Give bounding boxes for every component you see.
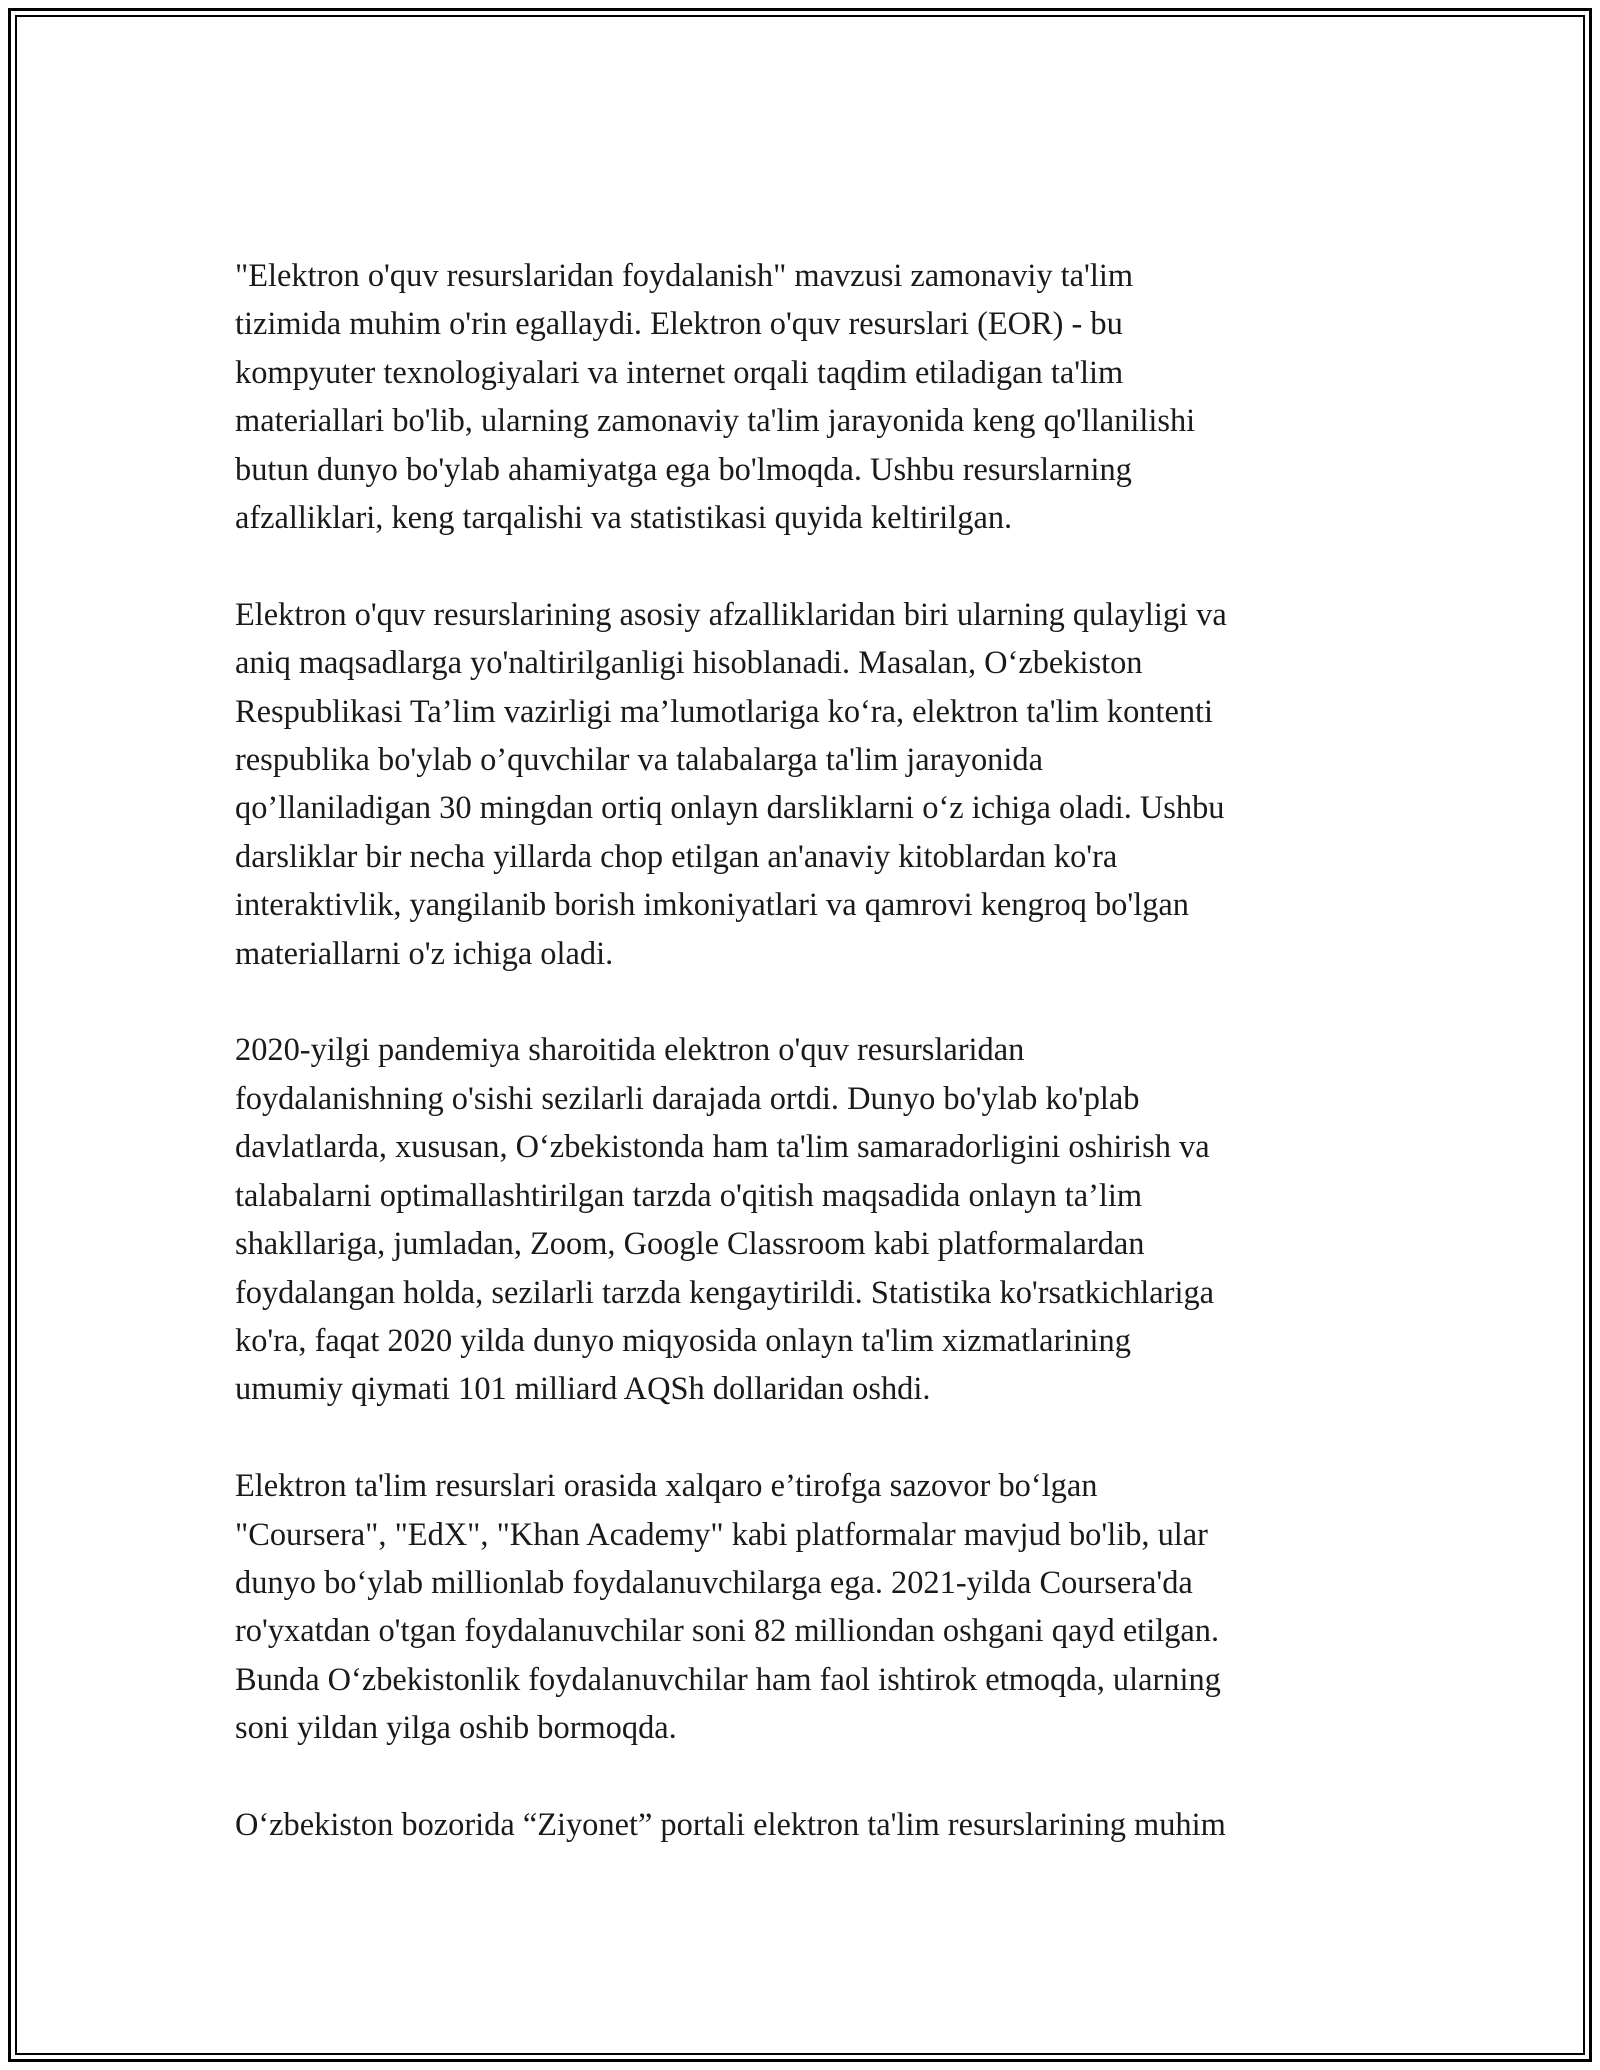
text-line: darsliklar bir necha yillarda chop etilgan an'anaviy kitoblardan ko'ra <box>235 838 1118 875</box>
text-line: Elektron o'quv resurslarining asosiy afzalliklaridan biri ularning qulayligi va <box>235 596 1227 633</box>
text-line: soni yildan yilga oshib bormoqda. <box>235 1710 677 1747</box>
text-line: shakllariga, jumladan, Zoom, Google Classroom kabi platformalardan <box>235 1226 1145 1263</box>
text-line: Respublikasi Ta’lim vazirligi ma’lumotlariga ko‘ra, elektron ta'lim kontenti <box>235 693 1214 730</box>
paragraph <box>235 1026 1375 1413</box>
document-body <box>235 252 1375 1898</box>
text-line: interaktivlik, yangilanib borish imkoniyatlari va qamrovi kengroq bo'lgan <box>235 887 1189 924</box>
text-line: afzalliklari, keng tarqalishi va statistikasi quyida keltirilgan. <box>235 500 1013 537</box>
text-line: "Elektron o'quv resurslaridan foydalanish" mavzusi zamonaviy ta'lim <box>235 258 1134 294</box>
paragraph <box>235 252 1375 542</box>
text-line: umumiy qiymati 101 milliard AQSh dollaridan oshdi. <box>235 1371 931 1408</box>
text-line: 2020-yilgi pandemiya sharoitida elektron o'quv resurslaridan <box>235 1032 1025 1069</box>
text-line: materiallarni o'z ichiga oladi. <box>235 935 614 972</box>
text-line: foydalangan holda, sezilarli tarzda kengaytirildi. Statistika ko'rsatkichlariga <box>235 1274 1215 1311</box>
text-line: ro'yxatdan o'tgan foydalanuvchilar soni 82 milliondan oshgani qayd etilgan. <box>235 1613 1220 1650</box>
text-line: foydalanishning o'sishi sezilarli darajada ortdi. Dunyo bo'ylab ko'plab <box>235 1080 1140 1117</box>
text-line: O‘zbekiston bozorida “Ziyonet” portali elektron ta'lim resurslarining muhim <box>235 1806 1226 1843</box>
paragraph <box>235 1801 1375 1849</box>
text-line: davlatlarda, xususan, O‘zbekistonda ham ta'lim samaradorligini oshirish va <box>235 1129 1210 1166</box>
paragraph <box>235 1462 1375 1752</box>
text-line: talabalarni optimallashtirilgan tarzda o'qitish maqsadida onlayn ta’lim <box>235 1177 1143 1214</box>
text-line: Elektron ta'lim resurslari orasida xalqaro e’tirofga sazovor bo‘lgan <box>235 1468 1098 1505</box>
text-line: respublika bo'ylab o’quvchilar va talabalarga ta'lim jarayonida <box>235 742 1043 779</box>
text-line: butun dunyo bo'ylab ahamiyatga ega bo'lmoqda. Ushbu resurslarning <box>235 451 1132 488</box>
text-line: materiallari bo'lib, ularning zamonaviy ta'lim jarayonida keng qo'llanilishi <box>235 403 1196 440</box>
text-line: dunyo bo‘ylab millionlab foydalanuvchilarga ega. 2021-yilda Coursera'da <box>235 1564 1193 1601</box>
text-line: tizimida muhim o'rin egallaydi. Elektron o'quv resurslari (EOR) - bu <box>235 306 1123 343</box>
text-line: "Coursera", "EdX", "Khan Academy" kabi platformalar mavjud bo'lib, ular <box>235 1516 1208 1553</box>
text-line: kompyuter texnologiyalari va internet orqali taqdim etiladigan ta'lim <box>235 354 1124 391</box>
text-line: qo’llaniladigan 30 mingdan ortiq onlayn darsliklarni o‘z ichiga oladi. Ushbu <box>235 790 1225 827</box>
text-line: aniq maqsadlarga yo'naltirilganligi hisoblanadi. Masalan, O‘zbekiston <box>235 645 1143 682</box>
text-line: ko'ra, faqat 2020 yilda dunyo miqyosida onlayn ta'lim xizmatlarining <box>235 1322 1131 1359</box>
text-line: Bunda O‘zbekistonlik foydalanuvchilar ham faol ishtirok etmoqda, ularning <box>235 1661 1221 1698</box>
paragraph <box>235 591 1375 978</box>
